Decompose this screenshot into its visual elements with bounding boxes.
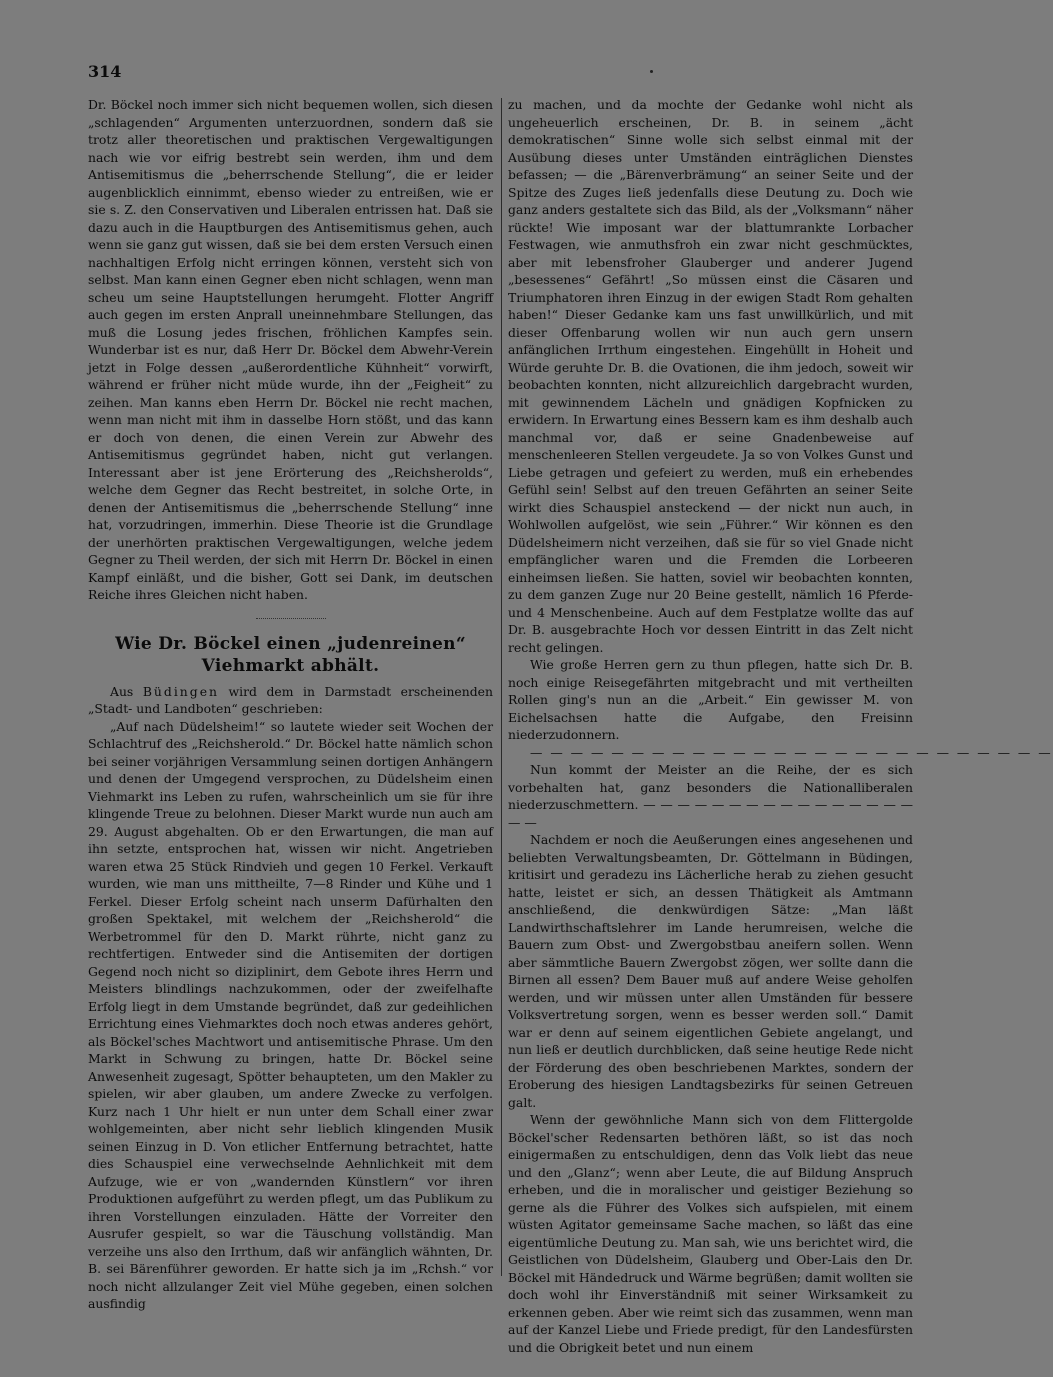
section-separator [256,618,326,619]
source-prefix: Aus [110,683,143,699]
column-rule [501,98,502,1276]
source-place: Büdingen [142,683,220,699]
article-paragraph: „Auf nach Düdelsheim!“ so lautete wieder seit Wochen der Schlachtruf des „Reichsherold.“ Dr. Böckel hatte nämlich schon bei seiner vorjährigen Versammlung seinen dortigen Anhängern und denen der Umgegend versprochen, zu Düdelsheim einen Viehmarkt ins Leben zu rufen, wahrscheinlich um sie für ihre klingende Treue zu belohnen. Dieser Markt wurde nun auch am 29. August abgehalten. Ob er den Erwartungen, die man auf ihn setzte, entsprochen hat, wissen wir nicht. Angetrieben waren etwa 25 Stück Rindvieh und gegen 10 Ferkel. Verkauft wurden, wie man uns mittheilte, 7—8 Rinder und Kühe und 1 Ferkel. Dieser Erfolg scheint nach unserm Dafürhalten den großen Spektakel, mit welchem der „Reichsherold“ die Werbetrommel für den D. Markt rührte, nicht ganz zu rechtfertigen. Entweder sind die Antisemiten der dortigen Gegend noch nicht so diziplinirt, dem Gebote ihres Herrn und Meisters blindlings nachzukommen, oder der zweifelhafte Erfolg liegt in dem Umstande begründet, daß zur gedeihlichen Errichtung eines Viehmarktes doch noch etwas anderes gehört, als Böckel'sches Machtwort und antisemitische Phrase. Um den Markt in Schwung zu bringen, hatte Dr. Böckel seine Anwesenheit zugesagt, Spötter behaupteten, um den Makler zu spielen, wir aber glauben, um andere Zwecke zu verfolgen. Kurz nach 1 Uhr hielt er nun unter dem Schall einer zwar wohlgemeinten, aber nicht sehr lieblich klingenden Musik seinen Einzug in D. Von etlicher Entfernung betrachtet, hatte dies Schauspiel eine verwechselnde Aehnlichkeit mit dem Aufzuge, wie er von „wandernden Künstlern“ vor ihren Produktionen aufgeführt zu werden pflegt, um das Publikum zu ihren Vorstellungen einzuladen. Hätte der Vorreiter den Ausrufer gespielt, so war die Täuschung vollständig. Man verzeihe uns also den Irrthum, daß wir anfänglich wähnten, Dr. B. sei Bärenführer geworden. Er hatte sich ja im „Rchsh.“ vor noch nicht allzulanger Zeit viel Mühe gegeben, einen solchen ausfindig [88,718,493,1311]
source-rest: wird dem in Darmstadt erscheinenden „Stadt- und Landboten“ geschrieben: [88,683,493,716]
continuation-paragraph: Dr. Böckel noch immer sich nicht bequemen wollen, sich diesen „schlagenden“ Argumenten unterzuordnen, sondern daß sie trotz aller theoretischen und praktischen Vergewaltigungen nach wie vor eifrig bestrebt sein werden, ihm und dem Antisemitismus die „beherrschende Stellung“, die er leider augenblicklich einnimmt, ebenso wieder zu entreißen, wie er sie s. Z. den Conservativen und Liberalen entrissen hat. Daß sie dazu auch in die Hauptburgen des Antisemitismus gehen, auch wenn sie ganz gut wissen, daß sie bei dem ersten Versuch einen nachhaltigen Erfolg nicht erringen können, versteht sich von selbst. Man kann einen Gegner eben nicht schlagen, wenn man scheu um seine Hauptstellungen herumgeht. Flotter Angriff auch gegen im ersten Anprall uneinnehmbare Stellungen, das muß die Losung jedes frischen, fröhlichen Kampfes sein. Wunderbar ist es nur, daß Herr Dr. Böckel dem Abwehr-Verein jetzt in Folge dessen „außerordentliche Kühnheit“ vorwirft, während er früher nicht müde wurde, ihn der „Feigheit“ zu zeihen. Man kanns eben Herrn Dr. Böckel nie recht machen, wenn man nicht mit ihm in dasselbe Horn stößt, und das kann er doch von denen, die einen Verein zur Abwehr des Antisemitismus gegründet haben, nicht gut verlangen. Interessant aber ist jene Erörterung des „Reichsherolds“, welche dem Gegner das Recht bestreitet, in solche Orte, in denen der Antisemitismus die „beherrschende Stellung“ inne hat, vorzudringen, immerhin. Diese Theorie ist die Grundlage der unerhörten praktischen Vergewaltigungen, welche jedem Gegner zu Theil werden, der sich mit Herrn Dr. Böckel in einen Kampf einläßt, und die bisher, Gott sei Dank, im deutschen Reiche ihres Gleichen nicht haben. [88,97,493,602]
article-source-line [88,683,493,718]
article-paragraph: Nun kommt der Meister an die Reihe, der es sich vorbehalten hat, ganz besonders die Nationalliberalen niederzuschmettern. — — — — — — — — — — — — — — — — — — [508,762,913,830]
article-paragraph-continued: zu machen, und da mochte der Gedanke wohl nicht als ungeheuerlich erscheinen, Dr. B. in seinem „ächt demokratischen“ Sinne wolle sich selbst einmal mit der Ausübung dieses unter Umständen einträglichen Dienstes befassen; — die „Bärenverbrämung“ an seiner Seite und der Spitze des Zuges ließ jedenfalls diese Deutung zu. Doch wie ganz anders gestaltete sich das Bild, als der „Volksmann“ näher rückte! Wie imposant war der blattumrankte Lorbacher Festwagen, wie anmuthsfroh ein zwar nicht geschmücktes, aber mit lebensfroher Glauberger und anderer Jugend „besessenes“ Gefährt! „So müssen einst die Cäsaren und Triumphatoren ihren Einzug in der ewigen Stadt Rom gehalten haben!“ Dieser Gedanke kam uns fast unwillkürlich, und mit dieser Offenbarung wollen wir nun auch gern unsern anfänglichen Irrthum eingestehen. Eingehüllt in Hoheit und Würde geruhte Dr. B. die Ovationen, die ihm jedoch, soweit wir beobachten konnten, nicht allzureichlich dargebracht wurden, mit gewinnendem Lächeln und gnädigen Kopfnicken zu erwidern. In Erwartung eines Bessern kam es ihm deshalb auch manchmal vor, daß er seine Gnadenbeweise auf menschenleeren Stellen vergeudete. Ja so von Volkes Gunst und Liebe getragen und gefeiert zu werden, muß ein erhebendes Gefühl sein! Selbst auf den treuen Gefährten an seiner Seite wirkt dies Schauspiel ansteckend — der nickt nun auch, in Wohlwollen aufgelöst, wie sein „Führer.“ Wir können es den Düdelsheimern nicht verzeihen, daß sie für so viel Gnade nicht empfänglicher waren und die Fremden die Lorbeeren einheimsen ließen. Sie hatten, soviel wir beobachten konnten, zu dem ganzen Zuge nur 20 Beine gestellt, nämlich 16 Pferde- und 4 Menschenbeine. Auch auf dem Festplatze wollte das auf Dr. B. ausgebrachte Hoch vor dessen Eintritt in das Zelt nicht recht gelingen. [508,97,913,655]
article-paragraph: Wenn der gewöhnliche Mann sich von dem Flittergolde Böckel'scher Redensarten bethören läßt, so ist das noch einigermaßen zu entschuldigen, denn das Volk liebt das neue und den „Glanz“; wenn aber Leute, die auf Bildung Anspruch erheben, und die in moralischer und geistiger Beziehung so gerne als die Führer des Volkes sich aufspielen, mit einem wüsten Agitator gemeinsame Sache machen, so läßt das eine eigentümliche Deutung zu. Man sah, wie uns berichtet wird, die Geistlichen von Düdelsheim, Glauberg und Ober-Lais den Dr. Böckel mit Händedruck und Wärme begrüßen; damit wollten sie doch wohl ihr Einverständniß mit seiner Wirksamkeit zu erkennen geben. Aber wie reimt sich das zusammen, wenn man auf der Kanzel Liebe und Friede predigt, für den Landesfürsten und die Obrigkeit betet und nun einem [508,1112,913,1355]
left-column [88,96,493,1313]
article-paragraph: Wie große Herren gern zu thun pflegen, hatte sich Dr. B. noch einige Reisegefährten mitgebracht und mit vertheilten Rollen ging's nun an die „Arbeit.“ Ein gewisser M. von Eichelsachsen hatte die Aufgabe, den Freisinn niederzudonnern. [508,657,913,742]
page-number: 314 [88,62,122,81]
article-headline: Wie Dr. Böckel einen „judenreinen“ Viehmarkt abhält. [115,633,466,676]
right-column [508,96,1053,1356]
print-speck [650,70,653,73]
omission-dashes: — — — — — — — — — — — — — — — — — — — — — — — — — — [530,744,1053,760]
article-paragraph: Nachdem er noch die Aeußerungen eines angesehenen und beliebten Verwaltungsbeamten, Dr. Göttelmann in Büdingen, kritisirt und geradezu ins Lächerliche herab zu ziehen gesucht hatte, leistet er sich, an dessen Thätigkeit als Amtmann anschließend, die denkwürdigen Sätze: „Man läßt Landwirthschaftslehrer im Lande herumreisen, welche die Bauern zum Obst- und Zwergobstbau aneifern sollen. Wenn aber sämmtliche Bauern Zwergobst zögen, wer sollte dann die Birnen all essen? Dem Bauer muß auf andere Weise geholfen werden, und wir müssen unter allen Umständen für bessere Volksvertretung sorgen, wenn es besser werden soll.“ Damit war er denn auf seinem eigentlichen Gebiete angelangt, und nun ließ er deutlich durchblicken, daß seine heutige Rede nicht der Förderung des oben beschriebenen Marktes, sondern der Eroberung des hiesigen Landtagsbezirks für seinen Getreuen galt. [508,832,913,1110]
